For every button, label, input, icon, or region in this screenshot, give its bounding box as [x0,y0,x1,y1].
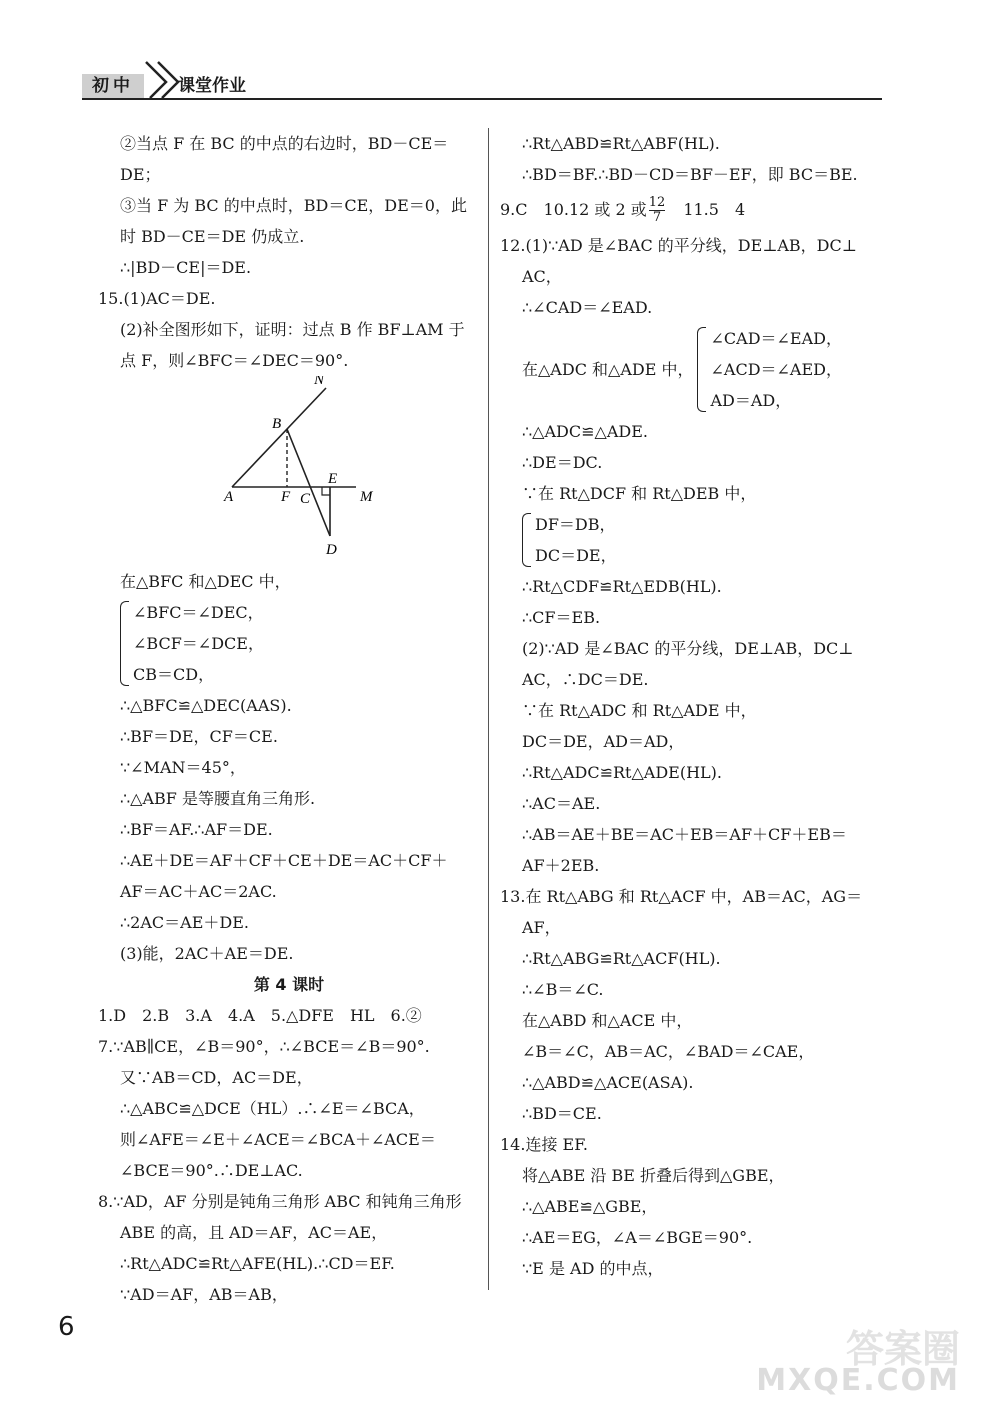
header-title: 课堂作业 [178,76,246,96]
label-E: E [328,471,338,487]
text-line: ABE 的高，且 AD＝AF，AC＝AE， [120,1223,388,1242]
brace-system [98,597,480,690]
page-header [82,72,882,100]
header-rule [82,98,882,100]
question-12: 12.(1)∵AD 是∠BAC 的平分线，DE⊥AB，DC⊥ [500,236,857,255]
text-line: ∴BD＝CE. [522,1104,602,1123]
label-B: B [272,416,282,432]
text-line: ∵∠MAN＝45°， [120,758,246,777]
brace-line: ∠ACD＝∠AED， [710,360,842,379]
text-line: ∴BD＝BF.∴BD－CD＝BF－EF，即 BC＝BE. [522,165,858,184]
text-line: ∴△ADC≌△ADE. [522,422,648,441]
text-line: ∴DE＝DC. [522,453,603,472]
brace-line: CB＝CD， [133,665,215,684]
column-divider [488,128,489,1290]
text-line: ∴△ABC≌△DCE（HL）.∴∠E＝∠BCA， [120,1099,425,1118]
text-line: ∴△ABE≌△GBE， [522,1197,658,1216]
text-line: ∠B＝∠C，AB＝AC，∠BAD＝∠CAE， [522,1042,815,1061]
text-line: ∴Rt△CDF≌Rt△EDB(HL). [522,577,722,596]
text-line: ∴AE＝EG，∠A＝∠BGE＝90°. [522,1228,753,1247]
label-A: A [224,489,234,505]
answer-line [500,190,882,230]
answer-text: 11.5 4 [667,200,746,219]
text-line: (2)∵AD 是∠BAC 的平分线，DE⊥AB，DC⊥ [522,639,854,658]
brace-system [500,509,882,571]
text-line: ∴△ABD≌△ACE(ASA). [522,1073,694,1092]
left-column [98,128,480,1310]
text-line: 时 BD－CE＝DE 仍成立. [120,227,305,246]
brace-icon [697,327,706,412]
text-line: ∴AC＝AE. [522,794,601,813]
text-line: DE； [120,165,161,184]
text-line: (2)补全图形如下，证明：过点 B 作 BF⊥AM 于 [120,320,465,339]
brace-system [500,323,882,416]
text-line: 则∠AFE＝∠E＋∠ACE＝∠BCA＋∠ACE＝ [120,1130,436,1149]
text-line: ②当点 F 在 BC 的中点的右边时，BD－CE＝ [120,134,449,153]
text-line: ∵在 Rt△ADC 和 Rt△ADE 中， [522,701,757,720]
text-line: ③当 F 为 BC 的中点时，BD＝CE，DE＝0，此 [120,196,467,215]
line-AB-N [232,388,326,487]
denominator: 7 [652,210,662,225]
text-line: ∴CF＝EB. [522,608,601,627]
answer-text: 9.C 10.12 或 2 或 [500,200,647,219]
text-line: (3)能，2AC＋AE＝DE. [120,944,294,963]
text-line: AC，∴DC＝DE. [522,670,649,689]
label-M: M [360,489,373,505]
section-title: 第 4 课时 [253,975,325,994]
geometry-svg [98,376,480,566]
text-line: ∴|BD－CE|＝DE. [120,258,252,277]
text-line: ∴Rt△ADC≌Rt△ADE(HL). [522,763,722,782]
text-line: ∴BF＝DE，CF＝CE. [120,727,278,746]
text-line: ∴AE＋DE＝AF＋CF＋CE＋DE＝AC＋CF＋ [120,851,448,870]
text-line: ∴∠B＝∠C. [522,980,604,999]
text-line: ∴2AC＝AE＋DE. [120,913,249,932]
text-line: 在△ADC 和△ADE 中， [522,360,694,379]
text-line: ∵E 是 AD 的中点， [522,1259,664,1278]
page-number: 6 [58,1312,75,1342]
question-8: 8.∵AD，AF 分别是钝角三角形 ABC 和钝角三角形 [98,1192,462,1211]
watermark-logo: 答案圈 [845,1327,960,1371]
watermark-url: MXQE.COM [756,1363,960,1398]
brace-icon [120,601,129,686]
text-line: AF， [522,918,561,937]
line-BD [287,429,330,536]
text-line: ∴△BFC≌△DEC(AAS). [120,696,292,715]
text-line: DC＝DE，AD＝AD， [522,732,685,751]
text-line: ∠BCE＝90°.∴DE⊥AC. [120,1161,303,1180]
text-line: AF＋2EB. [522,856,600,875]
watermark [756,1318,960,1398]
right-angle-mark [322,487,330,495]
answer-line: 1.D 2.B 3.A 4.A 5.△DFE HL 6.② [98,1006,422,1025]
question-15: 15.(1)AC＝DE. [98,289,216,308]
label-F: F [281,489,291,505]
question-7: 7.∵AB∥CE，∠B＝90°，∴∠BCE＝∠B＝90°. [98,1037,430,1056]
grade-badge: 初中 [82,74,144,98]
text-line: ∴Rt△ABD≌Rt△ABF(HL). [522,134,720,153]
text-line: ∴AB＝AE＋BE＝AC＋EB＝AF＋CF＋EB＝ [522,825,847,844]
text-line: ∴Rt△ABG≌Rt△ACF(HL). [522,949,721,968]
brace-line: ∠BCF＝∠DCE， [133,634,264,653]
text-line: ∵在 Rt△DCF 和 Rt△DEB 中， [522,484,757,503]
text-line: ∴BF＝AF.∴AF＝DE. [120,820,273,839]
brace-icon [522,513,531,567]
text-line: 在△BFC 和△DEC 中， [120,572,291,591]
brace-line: AD＝AD， [710,391,792,410]
numerator: 12 [648,195,666,210]
text-line: 又∵AB＝CD，AC＝DE， [120,1068,313,1087]
geometry-figure [98,376,480,566]
question-13: 13.在 Rt△ABG 和 Rt△ACF 中，AB＝AC，AG＝ [500,887,863,906]
label-C: C [300,491,311,507]
text-line: 点 F，则∠BFC＝∠DEC＝90°. [120,351,349,370]
text-line: 在△ABD 和△ACE 中， [522,1011,693,1030]
right-column [500,128,882,1284]
question-14: 14.连接 EF. [500,1135,588,1154]
text-line: ∵AD＝AF，AB＝AB， [120,1285,288,1304]
text-line: 将△ABE 沿 BE 折叠后得到△GBE， [522,1166,785,1185]
text-line: ∴Rt△ADC≌Rt△AFE(HL).∴CD＝EF. [120,1254,395,1273]
label-D: D [326,542,337,558]
brace-line: ∠BFC＝∠DEC， [133,603,264,622]
brace-line: ∠CAD＝∠EAD， [710,329,842,348]
text-line: AF＝AC＋AC＝2AC. [120,882,277,901]
text-line: ∴∠CAD＝∠EAD. [522,298,653,317]
text-line: ∴△ABF 是等腰直角三角形. [120,789,316,808]
brace-line: DF＝DB， [535,515,616,534]
fraction [649,196,666,225]
text-line: AC， [522,267,562,286]
label-N: N [314,376,325,388]
brace-line: DC＝DE， [535,546,617,565]
